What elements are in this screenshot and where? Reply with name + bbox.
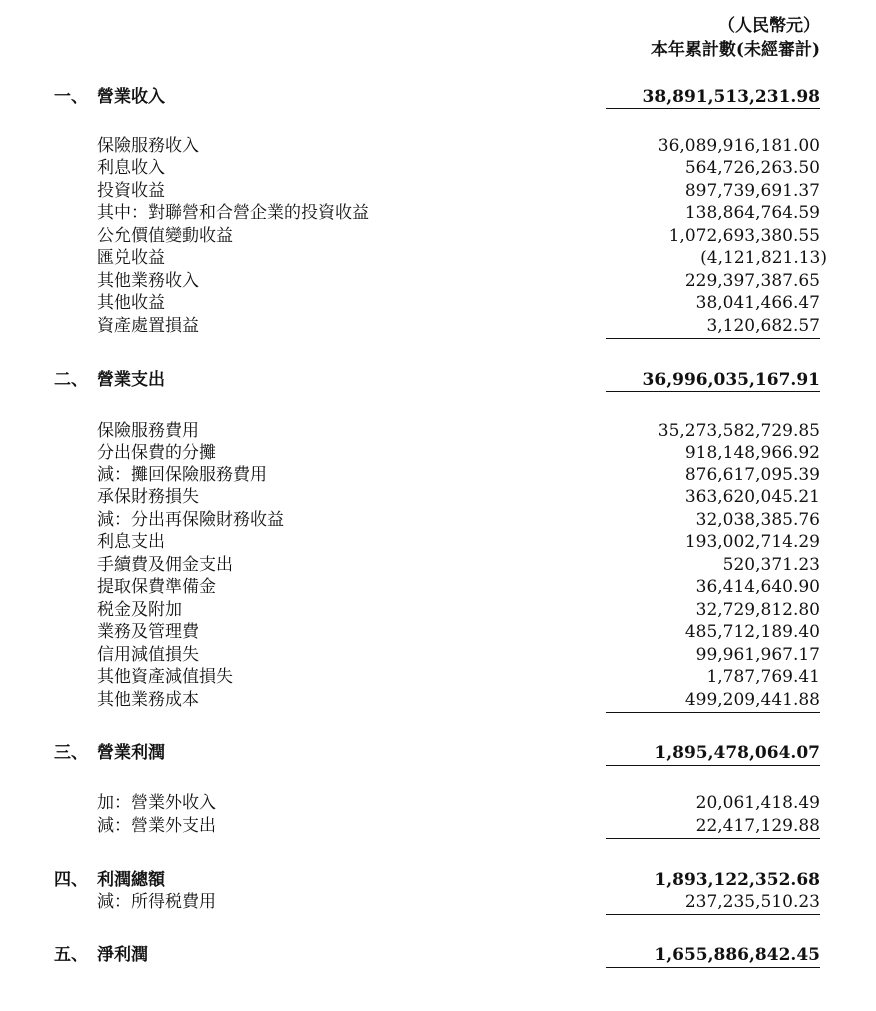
line-item-label: 減：分出再保險財務收益	[97, 510, 284, 530]
subtotal-underline	[606, 914, 820, 915]
line-item-amount: 20,061,418.49	[695, 793, 820, 813]
line-item-amount: 1,072,693,380.55	[668, 226, 820, 246]
column-header	[651, 14, 820, 62]
section-label: 營業利潤	[97, 743, 165, 763]
line-item	[0, 815, 876, 838]
line-item-amount: 229,397,387.65	[684, 271, 820, 291]
line-item-amount: 1,787,769.41	[706, 667, 820, 687]
line-item-label: 提取保費準備金	[97, 577, 216, 597]
line-item-amount: 918,148,966.92	[684, 443, 820, 463]
total-underline	[606, 391, 820, 392]
line-item-amount: 520,371.23	[722, 555, 820, 575]
subtotal-underline	[606, 712, 820, 713]
line-item-amount: 193,002,714.29	[684, 532, 820, 552]
line-item	[0, 621, 876, 644]
section-label: 營業支出	[97, 370, 165, 390]
line-item	[0, 486, 876, 509]
line-item	[0, 270, 876, 293]
line-item-label: 匯兑收益	[97, 248, 165, 268]
line-item-amount: 485,712,189.40	[684, 622, 820, 642]
line-item-amount: 22,417,129.88	[695, 816, 820, 836]
section-row-operating-expenses	[0, 369, 876, 392]
line-item-label: 資產處置損益	[97, 316, 199, 336]
line-item	[0, 554, 876, 577]
section-label: 淨利潤	[97, 945, 148, 965]
line-item-amount: (4,121,821.13)	[700, 248, 827, 268]
section-number: 三、	[54, 743, 88, 763]
section-amount: 36,996,035,167.91	[642, 370, 820, 390]
line-item-label: 減：營業外支出	[97, 816, 216, 836]
line-item-amount: 499,209,441.88	[684, 690, 820, 710]
column-title: 本年累計數(未經審計)	[650, 40, 820, 60]
section-number: 一、	[54, 87, 88, 107]
line-item	[0, 891, 876, 914]
line-item	[0, 202, 876, 225]
section-amount: 1,895,478,064.07	[654, 743, 820, 763]
line-item-label: 減：所得税費用	[97, 892, 216, 912]
line-item	[0, 576, 876, 599]
line-item-label: 保險服務收入	[97, 136, 199, 156]
line-item-label: 投資收益	[97, 181, 165, 201]
total-underline	[606, 765, 820, 766]
line-item	[0, 689, 876, 712]
line-item	[0, 157, 876, 180]
line-item-label: 業務及管理費	[97, 622, 199, 642]
line-item-amount: 32,038,385.76	[695, 510, 820, 530]
line-item	[0, 225, 876, 248]
total-underline	[606, 108, 820, 109]
line-item	[0, 420, 876, 443]
section-amount: 1,655,886,842.45	[654, 945, 820, 965]
line-item-amount: 38,041,466.47	[695, 293, 820, 313]
line-item	[0, 315, 876, 338]
line-item-label: 加：營業外收入	[97, 793, 216, 813]
line-item-label: 税金及附加	[97, 600, 182, 620]
section-amount: 38,891,513,231.98	[642, 87, 820, 107]
subtotal-underline	[606, 338, 820, 339]
line-item	[0, 531, 876, 554]
line-item-label: 其中：對聯營和合營企業的投資收益	[97, 203, 369, 223]
line-item-amount: 564,726,263.50	[684, 158, 820, 178]
section-number: 二、	[54, 370, 88, 390]
line-item	[0, 509, 876, 532]
line-item-amount: 237,235,510.23	[684, 892, 820, 912]
total-underline	[606, 967, 820, 968]
line-item-label: 信用減值損失	[97, 645, 199, 665]
section-number: 四、	[54, 870, 88, 890]
line-item-label: 分出保費的分攤	[97, 443, 216, 463]
line-item-label: 利息收入	[97, 158, 165, 178]
line-item	[0, 247, 876, 270]
line-item-amount: 35,273,582,729.85	[657, 421, 820, 441]
section-number: 五、	[54, 945, 88, 965]
section-label: 營業收入	[97, 87, 165, 107]
line-item-amount: 32,729,812.80	[695, 600, 820, 620]
line-item	[0, 644, 876, 667]
line-item-amount: 897,739,691.37	[684, 181, 820, 201]
line-item-amount: 36,089,916,181.00	[657, 136, 820, 156]
line-item	[0, 464, 876, 487]
line-item-label: 利息支出	[97, 532, 165, 552]
line-item	[0, 442, 876, 465]
line-item-label: 保險服務費用	[97, 421, 199, 441]
line-item-amount: 36,414,640.90	[695, 577, 820, 597]
currency-label: （人民幣元）	[718, 16, 820, 36]
line-item-label: 其他業務收入	[97, 271, 199, 291]
line-item-amount: 363,620,045.21	[684, 487, 820, 507]
line-item-label: 公允價值變動收益	[97, 226, 233, 246]
line-item-label: 承保財務損失	[97, 487, 199, 507]
line-item-label: 其他業務成本	[97, 690, 199, 710]
line-item	[0, 292, 876, 315]
line-item-label: 手續費及佣金支出	[97, 555, 233, 575]
line-item-amount: 99,961,967.17	[695, 645, 820, 665]
section-label: 利潤總額	[97, 870, 165, 890]
section-row-total-profit	[0, 869, 876, 892]
line-item-amount: 3,120,682.57	[706, 316, 820, 336]
section-row-operating-income	[0, 86, 876, 109]
line-item-label: 其他收益	[97, 293, 165, 313]
line-item-label: 減：攤回保險服務費用	[97, 465, 267, 485]
line-item	[0, 666, 876, 689]
line-item	[0, 792, 876, 815]
section-row-net-profit	[0, 944, 876, 967]
section-amount: 1,893,122,352.68	[654, 870, 820, 890]
line-item	[0, 599, 876, 622]
line-item-amount: 876,617,095.39	[684, 465, 820, 485]
line-item-amount: 138,864,764.59	[684, 203, 820, 223]
line-item	[0, 180, 876, 203]
line-item	[0, 135, 876, 158]
section-row-operating-profit	[0, 742, 876, 765]
subtotal-underline	[606, 838, 820, 839]
line-item-label: 其他資產減值損失	[97, 667, 233, 687]
